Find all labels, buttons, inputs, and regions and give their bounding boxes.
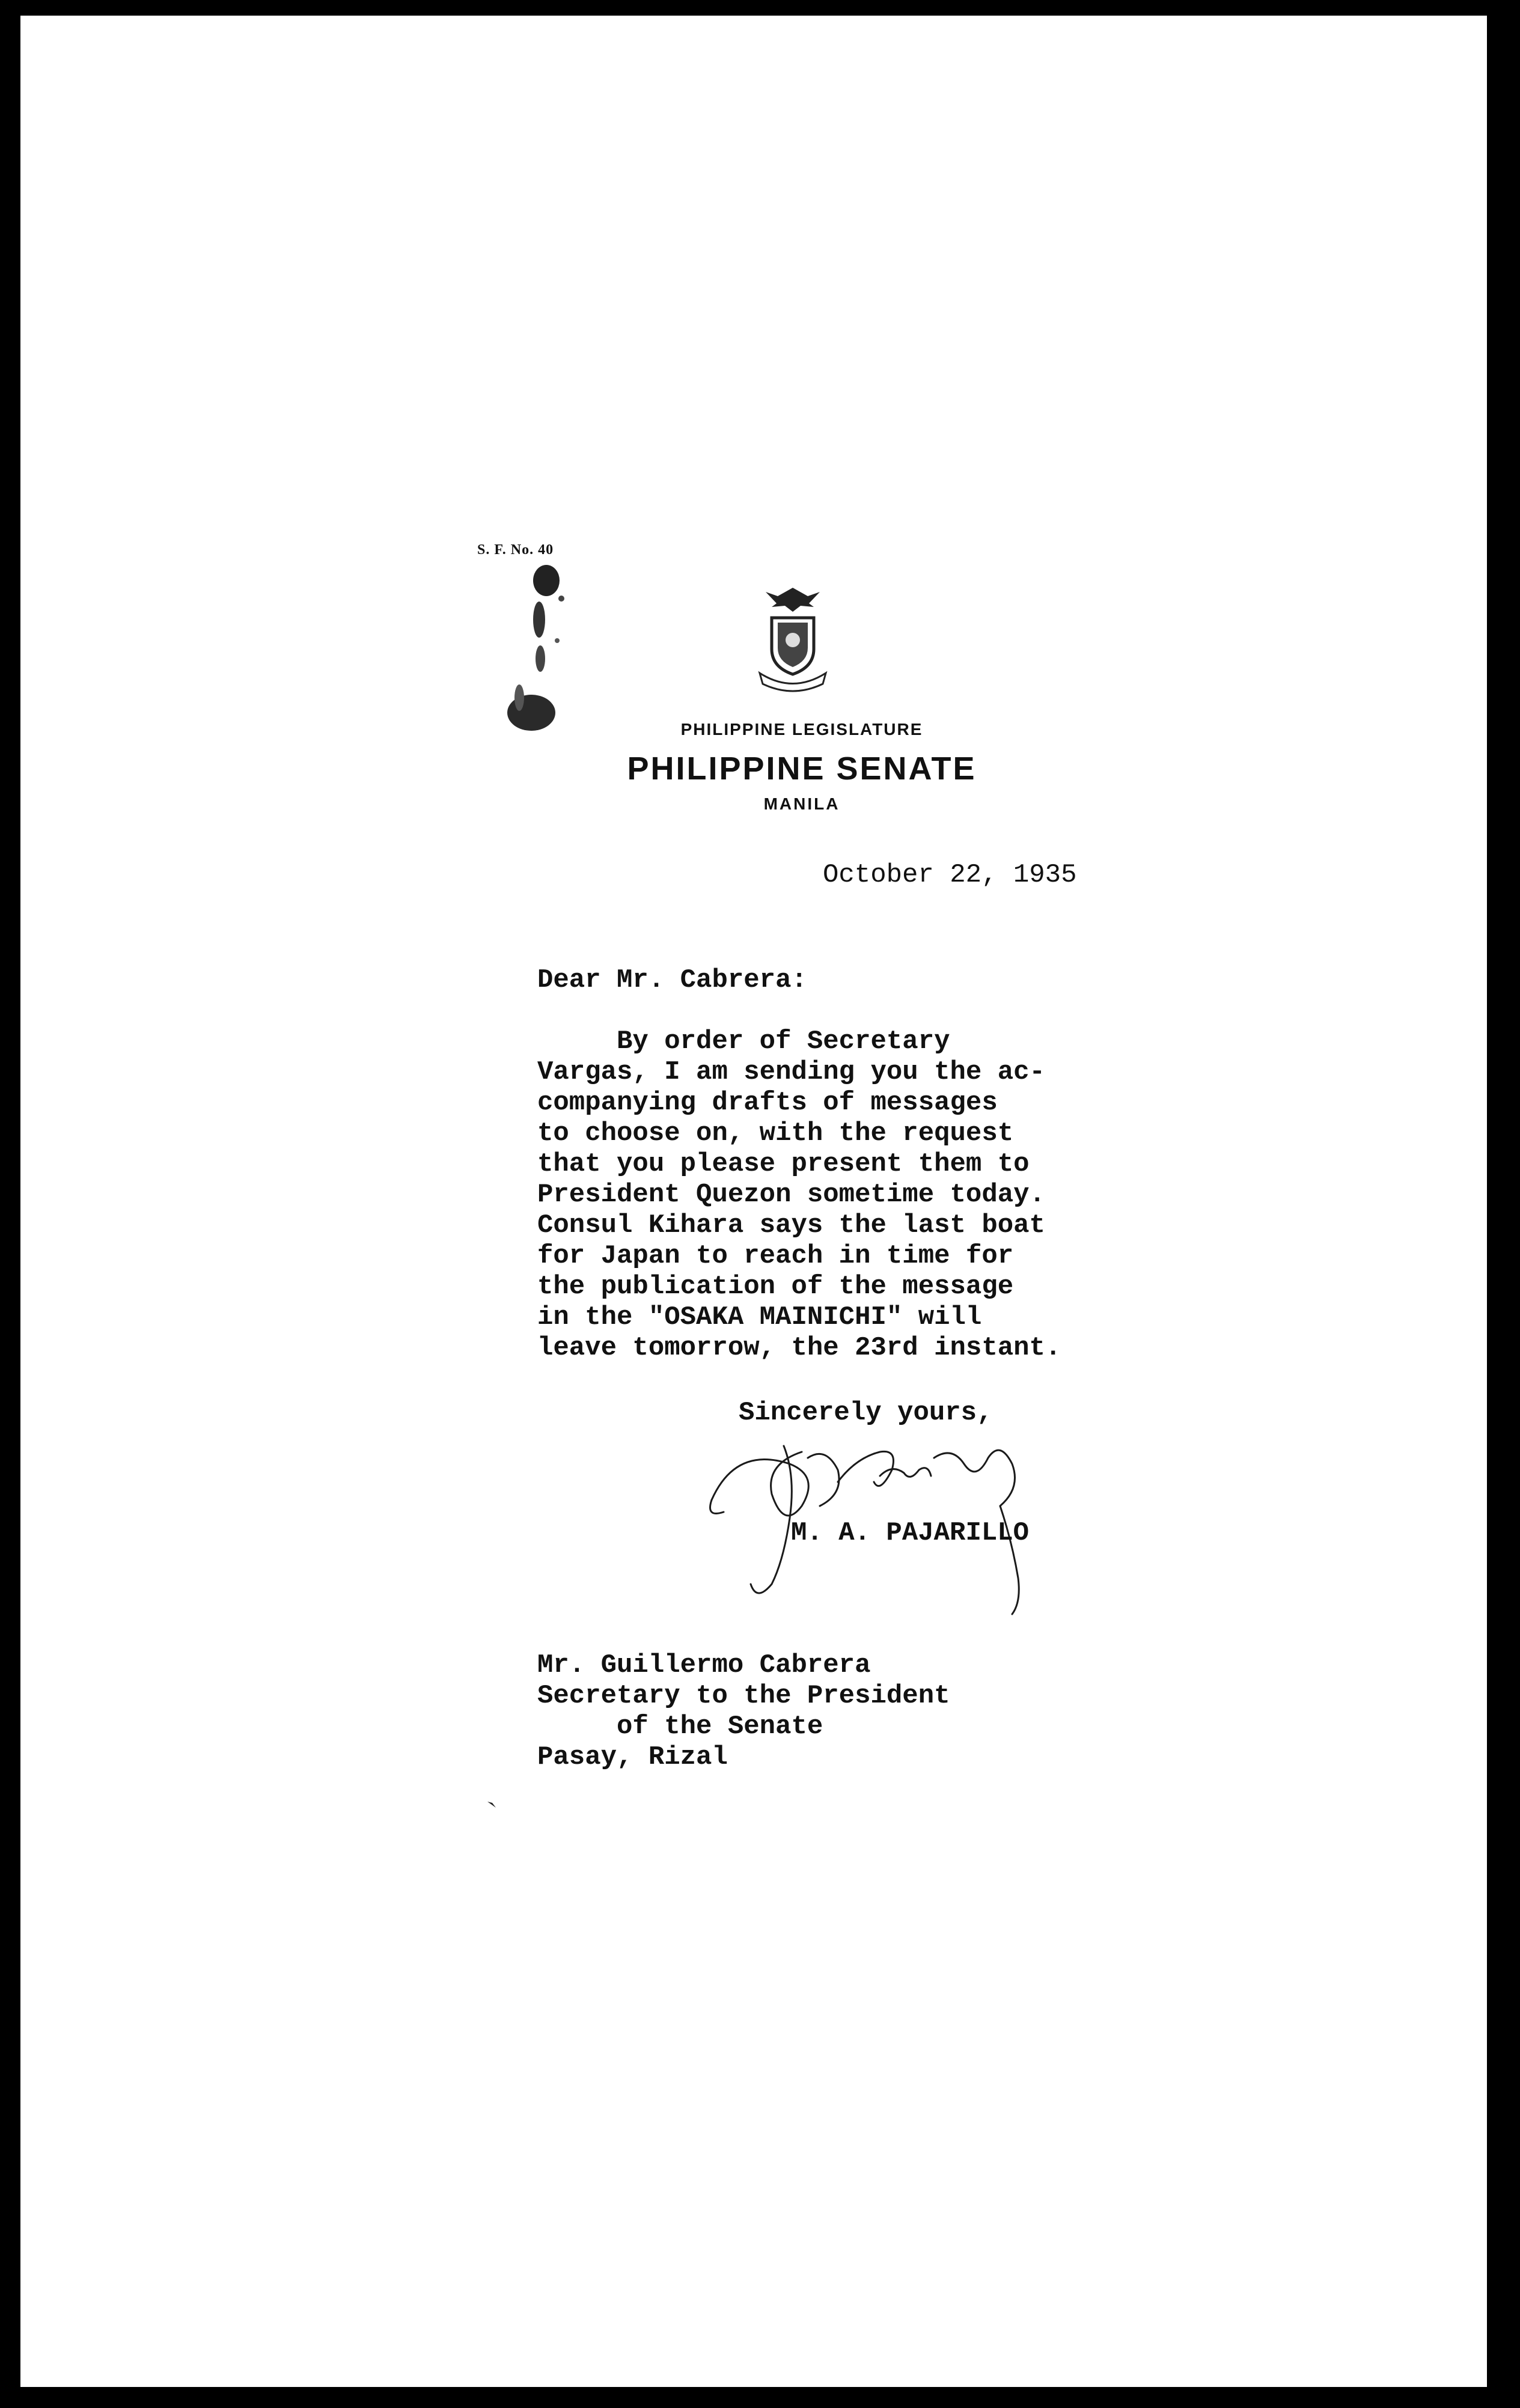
ink-smudge	[504, 562, 576, 743]
closing: Sincerely yours,	[739, 1398, 993, 1428]
ink-mark	[486, 1799, 498, 1811]
address-line: Mr. Guillermo Cabrera	[537, 1650, 871, 1680]
letter-sheet	[405, 526, 1198, 1981]
senate-heading: PHILIPPINE SENATE	[627, 751, 977, 787]
body-line: the publication of the message	[537, 1272, 1014, 1302]
body-line: Vargas, I am sending you the ac-	[537, 1057, 1045, 1087]
document-page	[20, 16, 1487, 2387]
legislature-heading: PHILIPPINE LEGISLATURE	[680, 720, 923, 739]
body-line: in the "OSAKA MAINICHI" will	[537, 1302, 982, 1332]
salutation: Dear Mr. Cabrera:	[537, 965, 807, 995]
body-line: to choose on, with the request	[537, 1118, 1014, 1148]
body-line: companying drafts of messages	[537, 1088, 998, 1118]
signer-name: M. A. PAJARILLO	[791, 1518, 1030, 1548]
form-number: S. F. No. 40	[477, 542, 554, 558]
body-line: for Japan to reach in time for	[537, 1241, 1014, 1271]
body-line: Consul Kihara says the last boat	[537, 1210, 1045, 1240]
address-line: Pasay, Rizal	[537, 1742, 728, 1772]
body-line: leave tomorrow, the 23rd instant.	[537, 1333, 1061, 1363]
body-line: President Quezon sometime today.	[537, 1180, 1045, 1210]
address-line: Secretary to the President	[537, 1681, 950, 1711]
body-line: that you please present them to	[537, 1149, 1030, 1179]
city-heading: MANILA	[763, 794, 840, 813]
address-line: of the Senate	[537, 1712, 823, 1742]
body-line: By order of Secretary	[537, 1026, 950, 1056]
letter-date: October 22, 1935	[823, 860, 1077, 890]
senate-seal-icon	[748, 583, 838, 697]
